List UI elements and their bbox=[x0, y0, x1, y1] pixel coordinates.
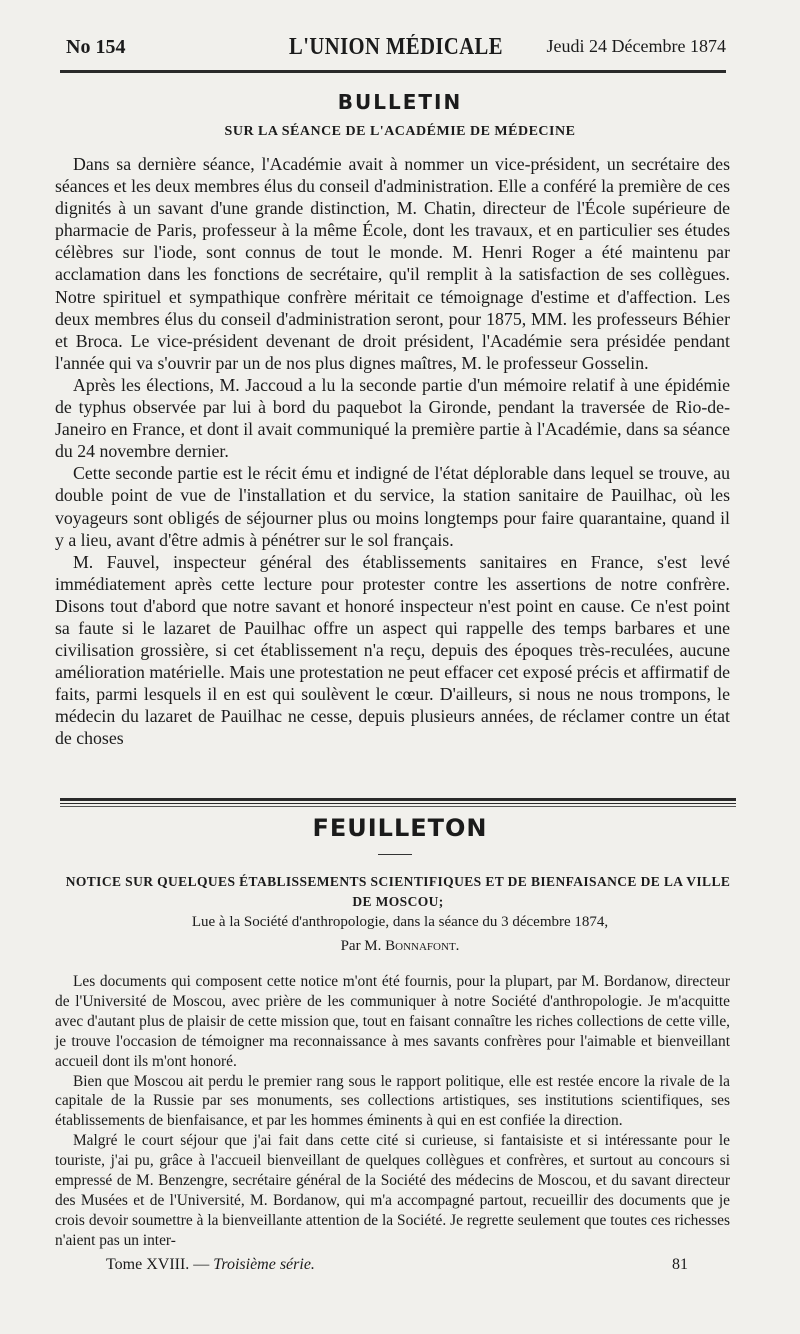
reading-note: Lue à la Société d'anthropologie, dans la séance du 3 décembre 1874, bbox=[191, 914, 609, 930]
feuilleton-title: FEUILLETON bbox=[312, 814, 488, 842]
bulletin-paragraph: Dans sa dernière séance, l'Académie avait à nommer un vice-président, un secrétaire des séances et les deux membres élus du conseil d'administration. Elle a conféré la première de ces dignités à un savant d'une grande distinction, M. Chatin, directeur de l'École supérieure de pharmacie de Paris, professeur à la même École, dont les travaux, et en particulier ses études célèbres sur l'iode, sont connus de tout le monde. M. Henri Roger a été maintenu par acclamation dans les fonctions de secrétaire, qu'il remplit à la satisfaction de ses collègues. Notre spirituel et sympathique confrère méritait ce témoignage d'estime et d'affection. Les deux membres élus du conseil d'administration seront, pour 1875, MM. les professeurs Béhier et Broca. Le vice-président devenant de droit président, l'Académie sera présidée pendant l'année qui va s'ouvrir par un de nos plus dignes maîtres, M. le professeur Gosselin. bbox=[55, 154, 730, 373]
title-dash bbox=[378, 854, 412, 855]
issue-date: Jeudi 24 Décembre 1874 bbox=[546, 36, 726, 56]
feuilleton-paragraph: Les documents qui composent cette notice m'ont été fournis, pour la plupart, par M. Bordanow, directeur de l'Université de Moscou, avec prière de les communiquer à notre Société d'anthropologie. Je m'acquitte avec d'autant plus de plaisir de cette mission que, tout en faisant connaître les riches collections de cette ville, je trouve l'occasion de témoigner ma reconnaissance à mes savants confrères pour l'aimable et bienveillant accueil dont ils m'ont honoré. bbox=[55, 973, 730, 1070]
bulletin-paragraph: Cette seconde partie est le récit ému et indigné de l'état déplorable dans lequel se trouve, au double point de vue de l'installation et du service, la station sanitaire de Pauilhac, où les voyageurs sont obligés de séjourner plus ou moins longtemps pour faire quarantaine, quand il y a lieu, avant d'être admis à pénétrer sur le sol français. bbox=[55, 463, 730, 550]
tome-number: Tome XVIII. — bbox=[106, 1256, 210, 1273]
page-number: 81 bbox=[672, 1256, 688, 1273]
author-prefix: Par M. bbox=[340, 938, 382, 954]
tome-label bbox=[106, 1256, 315, 1274]
bulletin-title: BULLETIN bbox=[337, 90, 463, 114]
running-header bbox=[66, 34, 726, 64]
journal-title: L'UNION MÉDICALE bbox=[289, 34, 503, 60]
page-footer bbox=[0, 1256, 800, 1278]
issue-number: No 154 bbox=[66, 36, 126, 58]
section-divider bbox=[60, 798, 736, 807]
bulletin-subtitle: SUR LA SÉANCE DE L'ACADÉMIE DE MÉDECINE bbox=[224, 124, 576, 139]
bulletin-body bbox=[55, 153, 730, 750]
author-line bbox=[0, 938, 800, 955]
feuilleton-paragraph: Bien que Moscou ait perdu le premier rang sous le rapport politique, elle est restée encore la rivale de la capitale de la Russie par ses monuments, ses collections artistiques, ses institutions scientifiques, ses établissements de bienfaisance, et par les hommes éminents à qui en est confiée la direction. bbox=[55, 1072, 730, 1130]
notice-title: NOTICE SUR QUELQUES ÉTABLISSEMENTS SCIENTIFIQUES ET DE BIENFAISANCE DE LA VILLE DE MOSCOU; bbox=[65, 874, 731, 909]
feuilleton-body bbox=[55, 972, 730, 1251]
series-label: Troisième série. bbox=[213, 1256, 315, 1273]
author-name: Bonnafont. bbox=[385, 938, 460, 954]
feuilleton-paragraph: Malgré le court séjour que j'ai fait dans cette cité si curieuse, si fantaisiste et si intéressante pour le touriste, j'ai pu, grâce à l'accueil bienveillant de quelques collègues et confrères, et surtout au concours si empressé de M. Benzengre, secrétaire général de la Société des médecins de Moscou, et du savant directeur des Musées et de l'Université, M. Bordanow, qui m'a accompagné partout, recueillir des documents que je crois devoir soumettre à la bienveillante attention de la Société. Je regrette seulement que toutes ces richesses n'aient pas un inter- bbox=[55, 1132, 730, 1249]
bulletin-paragraph: M. Fauvel, inspecteur général des établissements sanitaires en France, s'est levé immédiatement après cette lecture pour protester contre les assertions de notre confrère. Disons tout d'abord que notre savant et honoré inspecteur n'est point en cause. Ce n'est point sa faute si le lazaret de Pauilhac offre un aspect qui rappelle des temps barbares et une civilisation grossière, si cet établissement n'a reçu, depuis des époques très-reculées, aucune amélioration matérielle. Mais une protestation ne peut effacer cet exposé précis et affirmatif de faits, parmi lesquels il en est qui soulèvent le cœur. D'ailleurs, si nous ne nous trompons, le médecin du lazaret de Pauilhac ne cesse, depuis plusieurs années, de réclamer contre un état de choses bbox=[55, 551, 730, 749]
header-rule bbox=[60, 70, 726, 73]
bulletin-paragraph: Après les élections, M. Jaccoud a lu la seconde partie d'un mémoire relatif à une épidémie de typhus observée par lui à bord du paquebot la Gironde, pendant la traversée de Rio-de-Janeiro en France, et dont il avait communiqué la première partie à l'Académie, dans sa séance du 24 novembre dernier. bbox=[55, 374, 730, 462]
